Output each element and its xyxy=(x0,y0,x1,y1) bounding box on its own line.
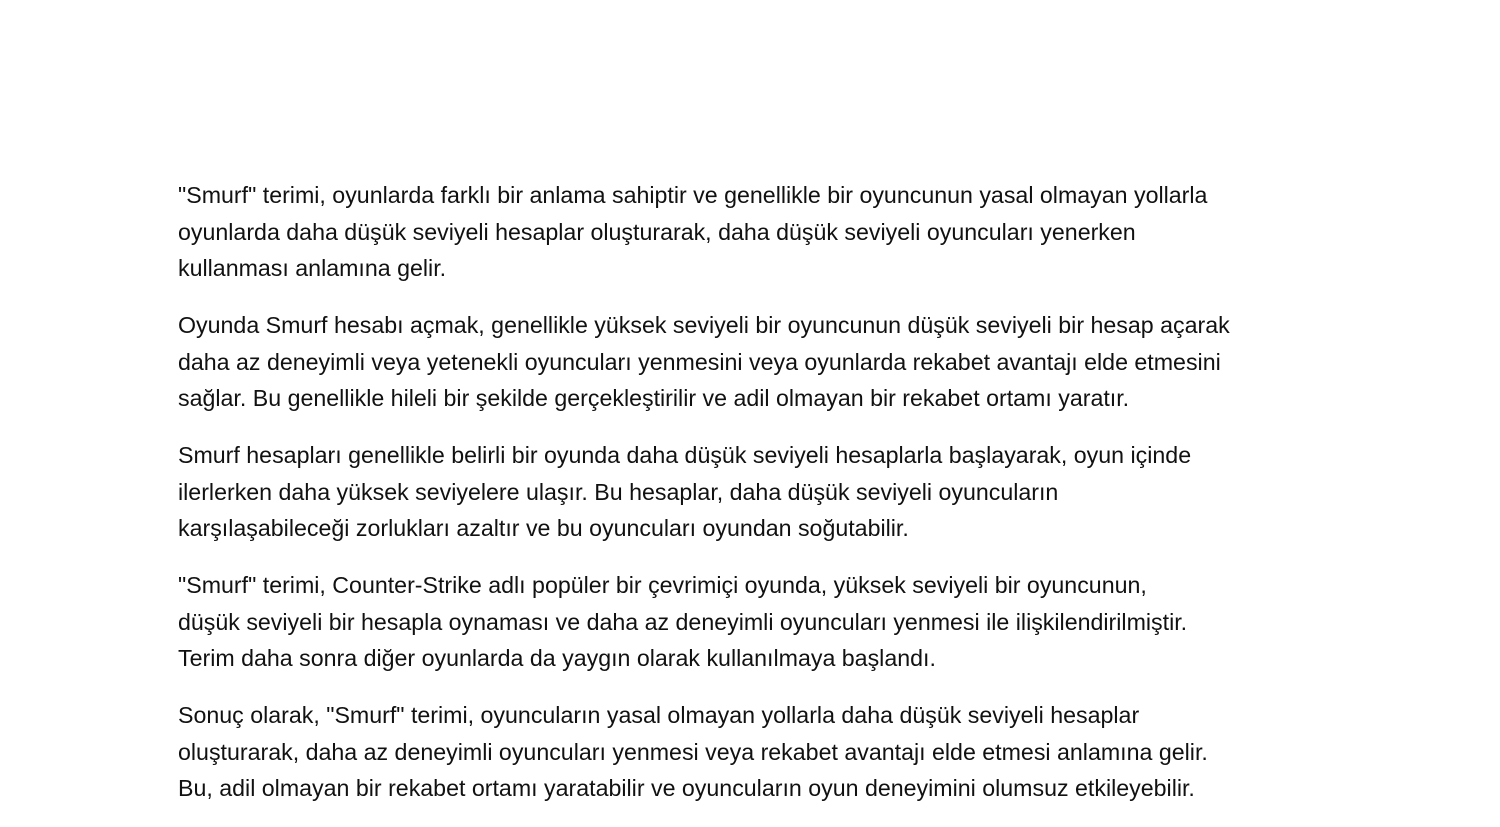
paragraph-2 xyxy=(178,307,1328,417)
paragraph-4 xyxy=(178,567,1328,677)
paragraph-line: Smurf hesapları genellikle belirli bir oyunda daha düşük seviyeli hesaplarla başlayarak, oyun içinde xyxy=(178,442,1192,468)
paragraph-line: oluşturarak, daha az deneyimli oyuncuları yenmesi veya rekabet avantajı elde etmesi anlamına gelir. xyxy=(178,738,1208,765)
paragraph-line: Terim daha sonra diğer oyunlarda da yaygın olarak kullanılmaya başlandı. xyxy=(178,645,936,671)
document-body xyxy=(178,177,1328,827)
paragraph-line: kullanması anlamına gelir. xyxy=(178,255,447,281)
paragraph-line: Oyunda Smurf hesabı açmak, genellikle yüksek seviyeli bir oyuncunun düşük seviyeli bir hesap açarak xyxy=(178,312,1230,338)
paragraph-3 xyxy=(178,437,1328,547)
paragraph-line: Sonuç olarak, "Smurf" terimi, oyuncuların yasal olmayan yollarla daha düşük seviyeli hesaplar xyxy=(178,702,1140,728)
paragraph-line: Bu, adil olmayan bir rekabet ortamı yaratabilir ve oyuncuların oyun deneyimini olumsuz etkileyebilir. xyxy=(178,775,1195,801)
paragraph-line: düşük seviyeli bir hesapla oynaması ve daha az deneyimli oyuncuları yenmesi ile ilişkilendirilmiştir. xyxy=(178,608,1188,635)
paragraph-line: daha az deneyimli veya yetenekli oyuncuları yenmesini veya oyunlarda rekabet avantajı elde etmesini xyxy=(178,348,1221,375)
paragraph-1 xyxy=(178,177,1328,287)
paragraph-line: "Smurf" terimi, Counter-Strike adlı popüler bir çevrimiçi oyunda, yüksek seviyeli bir oyuncunun, xyxy=(178,572,1147,598)
paragraph-5 xyxy=(178,697,1328,807)
paragraph-line: ilerlerken daha yüksek seviyelere ulaşır. Bu hesaplar, daha düşük seviyeli oyuncuların xyxy=(178,478,1059,505)
paragraph-line: "Smurf" terimi, oyunlarda farklı bir anlama sahiptir ve genellikle bir oyuncunun yasal olmayan yollarla xyxy=(178,182,1208,208)
paragraph-line: sağlar. Bu genellikle hileli bir şekilde gerçekleştirilir ve adil olmayan bir rekabet ortamı yaratır. xyxy=(178,385,1130,411)
paragraph-line: oyunlarda daha düşük seviyeli hesaplar oluşturarak, daha düşük seviyeli oyuncuları yenerken xyxy=(178,218,1136,245)
paragraph-line: karşılaşabileceği zorlukları azaltır ve bu oyuncuları oyundan soğutabilir. xyxy=(178,515,909,541)
